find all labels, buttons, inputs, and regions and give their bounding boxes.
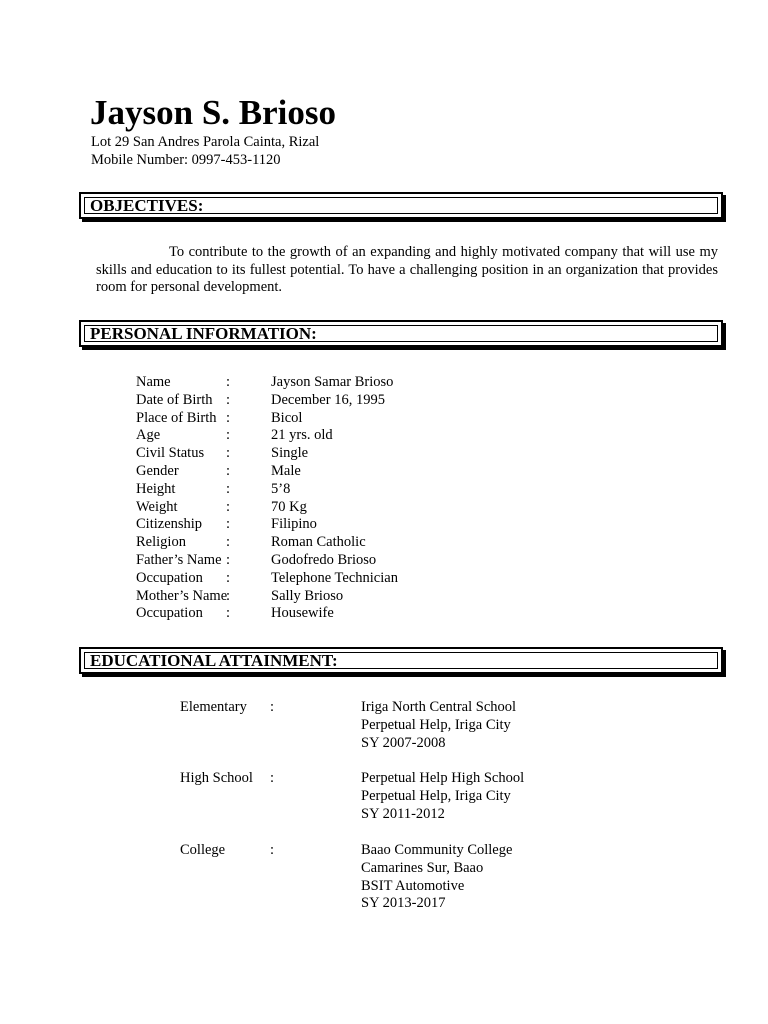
info-separator: : xyxy=(226,534,231,551)
info-label: Occupation xyxy=(136,569,203,586)
info-label: Weight xyxy=(136,498,178,515)
objectives-title: OBJECTIVES: xyxy=(90,196,204,215)
mobile-line: Mobile Number: 0997-453-1120 xyxy=(91,152,281,168)
info-separator: : xyxy=(226,605,231,622)
info-value: Housewife xyxy=(271,605,334,622)
info-separator: : xyxy=(226,462,231,479)
objectives-header xyxy=(79,192,723,219)
school-name: Iriga North Central School xyxy=(361,699,517,715)
info-separator: : xyxy=(226,391,231,408)
info-label: Occupation xyxy=(136,605,203,622)
school-location: Perpetual Help, Iriga City xyxy=(361,716,511,733)
info-separator: : xyxy=(226,374,231,390)
info-separator: : xyxy=(226,427,231,444)
education-separator: : xyxy=(270,842,275,858)
education-details xyxy=(361,699,516,752)
info-separator: : xyxy=(226,409,231,426)
info-label: Gender xyxy=(136,462,179,479)
info-value: Bicol xyxy=(271,409,303,426)
educational-attainment-title: EDUCATIONAL ATTAINMENT: xyxy=(90,651,338,670)
info-value: Filipino xyxy=(271,516,317,533)
education-separator: : xyxy=(270,699,275,715)
education-level-label: Elementary xyxy=(180,699,247,715)
info-separator: : xyxy=(226,480,231,497)
info-label: Name xyxy=(136,374,171,390)
info-label: Date of Birth xyxy=(136,391,213,408)
info-value: December 16, 1995 xyxy=(271,391,385,408)
education-level-label: High School xyxy=(180,770,253,786)
info-value: Roman Catholic xyxy=(271,534,366,551)
contact-info xyxy=(91,133,319,169)
school-year: SY 2007-2008 xyxy=(361,734,446,751)
info-separator: : xyxy=(226,587,231,604)
applicant-name: Jayson S. Brioso xyxy=(90,93,337,132)
objective-paragraph: To contribute to the growth of an expanding and highly motivated company that will use my skills and education to its fullest potential. To have a challenging position in an organization that provides room for personal development. xyxy=(96,244,718,295)
info-value: 5’8 xyxy=(271,480,291,497)
info-value: 21 yrs. old xyxy=(271,427,333,444)
education-details xyxy=(361,770,524,823)
info-label: Mother’s Name xyxy=(136,587,228,604)
school-location: Camarines Sur, Baao xyxy=(361,859,484,876)
info-separator: : xyxy=(226,498,231,515)
educational-attainment-header xyxy=(79,647,723,674)
education-details xyxy=(361,842,512,913)
info-label: Place of Birth xyxy=(136,409,217,426)
personal-information-header xyxy=(79,320,723,347)
info-label: Religion xyxy=(136,534,186,551)
school-year: SY 2011-2012 xyxy=(361,805,445,822)
school-name: Baao Community College xyxy=(361,842,513,858)
info-label: Citizenship xyxy=(136,516,203,533)
education-level-label: College xyxy=(180,842,226,858)
school-year: SY 2013-2017 xyxy=(361,895,446,912)
education-separator: : xyxy=(270,770,275,786)
course: BSIT Automotive xyxy=(361,877,465,894)
info-value: Male xyxy=(271,462,301,479)
personal-information-title: PERSONAL INFORMATION: xyxy=(90,324,317,343)
address-line: Lot 29 San Andres Parola Cainta, Rizal xyxy=(91,134,320,150)
info-label: Father’s Name xyxy=(136,551,222,568)
info-separator: : xyxy=(226,569,231,586)
info-label: Height xyxy=(136,480,176,497)
school-name: Perpetual Help High School xyxy=(361,770,525,786)
school-location: Perpetual Help, Iriga City xyxy=(361,787,511,804)
info-value: Single xyxy=(271,445,309,462)
info-value: Jayson Samar Brioso xyxy=(271,374,394,390)
info-separator: : xyxy=(226,551,231,568)
info-separator: : xyxy=(226,445,231,462)
info-label: Age xyxy=(136,427,161,444)
info-value: Telephone Technician xyxy=(271,569,398,586)
info-label: Civil Status xyxy=(136,445,205,462)
info-value: Godofredo Brioso xyxy=(271,551,377,568)
info-value: 70 Kg xyxy=(271,498,307,515)
info-value: Sally Brioso xyxy=(271,587,344,604)
info-separator: : xyxy=(226,516,231,533)
